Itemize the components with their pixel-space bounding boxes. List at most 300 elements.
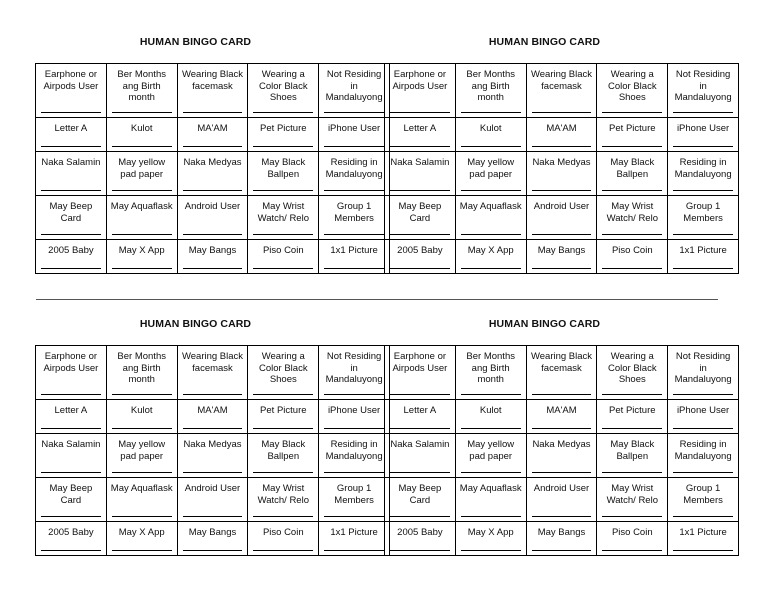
bingo-cell [668,346,739,400]
bingo-cell-label: Residing in Mandaluyong [325,157,383,180]
bingo-cell [36,400,107,434]
signature-line[interactable] [602,394,662,395]
bingo-cell-label: 1x1 Picture [330,245,378,256]
bingo-cell [319,64,390,118]
bingo-row [385,240,739,274]
bingo-cell-label: May Wrist Watch/ Relo [257,201,309,224]
bingo-cell-label: Wearing a Color Black Shoes [608,351,657,385]
signature-line[interactable] [602,190,662,191]
signature-line[interactable] [41,550,101,551]
bingo-cell-label: Letter A [403,405,437,416]
bingo-row [36,64,390,118]
signature-line[interactable] [41,234,101,235]
signature-line[interactable] [183,190,243,191]
bingo-cell [668,434,739,478]
signature-line[interactable] [532,394,592,395]
bingo-cell [668,478,739,522]
signature-line[interactable] [532,516,592,517]
bingo-row [385,522,739,556]
bingo-cell [455,152,526,196]
bingo-cell-label: May Wrist Watch/ Relo [606,483,658,506]
bingo-cell [36,478,107,522]
bingo-cell-label: Pet Picture [260,405,307,416]
bingo-cell [385,400,456,434]
signature-line[interactable] [602,268,662,269]
bingo-row [385,478,739,522]
signature-line[interactable] [673,146,733,147]
bingo-cell [177,522,248,556]
signature-line[interactable] [253,268,313,269]
bingo-row [36,240,390,274]
bingo-cell-label: 1x1 Picture [330,527,378,538]
signature-line[interactable] [112,428,172,429]
bingo-cell [526,196,597,240]
signature-line[interactable] [183,112,243,113]
bingo-row [36,522,390,556]
bingo-cell-label: Not Residing in Mandaluyong [325,69,383,103]
bingo-cell-label: Wearing Black facemask [181,351,244,374]
signature-line[interactable] [390,268,450,269]
signature-line[interactable] [390,516,450,517]
signature-line[interactable] [41,112,101,113]
signature-line[interactable] [253,550,313,551]
bingo-cell-label: iPhone User [327,123,381,134]
bingo-cell [106,64,177,118]
bingo-cell-label: 1x1 Picture [679,527,727,538]
bingo-cell-label: Wearing Black facemask [530,69,593,92]
bingo-cell-label: iPhone User [676,405,730,416]
bingo-cell [526,64,597,118]
signature-line[interactable] [673,112,733,113]
signature-line[interactable] [183,550,243,551]
bingo-cell-label: Naka Salamin [41,157,101,168]
bingo-cell [526,400,597,434]
bingo-cell-label: May Wrist Watch/ Relo [257,483,309,506]
bingo-cell [319,196,390,240]
bingo-cell-label: May Black Ballpen [261,439,306,462]
bingo-cell-label: Residing in Mandaluyong [325,439,383,462]
signature-line[interactable] [390,472,450,473]
signature-line[interactable] [324,234,384,235]
signature-line[interactable] [41,394,101,395]
signature-line[interactable] [390,190,450,191]
signature-line[interactable] [390,428,450,429]
signature-line[interactable] [41,268,101,269]
signature-line[interactable] [461,112,521,113]
signature-line[interactable] [253,516,313,517]
bingo-cell [455,118,526,152]
bingo-cell-label: Kulot [479,405,502,416]
bingo-card-bottom-left [35,345,390,556]
bingo-cell-label: iPhone User [327,405,381,416]
bingo-cell-label: 2005 Baby [48,245,94,256]
bingo-cell-label: Naka Medyas [532,157,591,168]
signature-line[interactable] [324,472,384,473]
card-title: HUMAN BINGO CARD [488,318,601,330]
bingo-cell [597,240,668,274]
bingo-cell-label: Earphone or Airpods User [43,69,99,92]
card-title: HUMAN BINGO CARD [488,36,601,48]
bingo-cell-label: Ber Months ang Birth month [466,351,515,385]
bingo-cell [597,64,668,118]
bingo-cell [177,196,248,240]
bingo-cell-label: Piso Coin [611,245,653,256]
bingo-cell [455,346,526,400]
bingo-row [385,400,739,434]
bingo-cell-label: May X App [118,527,165,538]
signature-line[interactable] [112,394,172,395]
bingo-cell [668,118,739,152]
bingo-cell [319,346,390,400]
bingo-row [36,434,390,478]
signature-line[interactable] [673,190,733,191]
signature-line[interactable] [390,394,450,395]
bingo-cell [597,118,668,152]
bingo-cell [668,152,739,196]
bingo-cell-label: Wearing Black facemask [181,69,244,92]
bingo-cell [455,478,526,522]
bingo-cell [248,522,319,556]
bingo-cell [36,522,107,556]
bingo-cell [455,400,526,434]
signature-line[interactable] [112,190,172,191]
bingo-row [36,118,390,152]
bingo-cell [36,240,107,274]
bingo-cell-label: May Aquaflask [459,483,522,494]
signature-line[interactable] [253,190,313,191]
bingo-cell-label: Ber Months ang Birth month [466,69,515,103]
bingo-cell-label: Group 1 Members [334,201,374,224]
signature-line[interactable] [532,268,592,269]
bingo-cell-label: Earphone or Airpods User [392,351,448,374]
bingo-cell [106,118,177,152]
bingo-cell [319,522,390,556]
bingo-cell [597,522,668,556]
signature-line[interactable] [253,112,313,113]
signature-line[interactable] [41,146,101,147]
bingo-cell [248,64,319,118]
bingo-cell-label: May yellow pad paper [467,157,515,180]
signature-line[interactable] [602,472,662,473]
signature-line[interactable] [461,234,521,235]
signature-line[interactable] [673,550,733,551]
bingo-cell [319,240,390,274]
signature-line[interactable] [461,190,521,191]
bingo-cell [319,152,390,196]
bingo-cell [177,434,248,478]
bingo-cell-label: May Aquaflask [459,201,522,212]
bingo-cell-label: Not Residing in Mandaluyong [325,351,383,385]
bingo-cell [177,478,248,522]
signature-line[interactable] [112,146,172,147]
bingo-cell-label: May Beep Card [398,483,442,506]
bingo-cell [248,400,319,434]
bingo-cell [319,400,390,434]
bingo-cell-label: May Beep Card [398,201,442,224]
bingo-cell-label: May Bangs [537,245,586,256]
signature-line[interactable] [112,472,172,473]
signature-line[interactable] [461,472,521,473]
bingo-cell-label: Not Residing in Mandaluyong [674,351,732,385]
signature-line[interactable] [324,516,384,517]
bingo-cell [36,346,107,400]
bingo-cell-label: Wearing a Color Black Shoes [259,69,308,103]
bingo-cell-label: Wearing a Color Black Shoes [608,69,657,103]
bingo-cell-label: Pet Picture [260,123,307,134]
bingo-cell [597,400,668,434]
signature-line[interactable] [602,234,662,235]
bingo-cell-label: Group 1 Members [683,201,723,224]
bingo-cell [668,196,739,240]
bingo-cell-label: Earphone or Airpods User [43,351,99,374]
bingo-cell [36,196,107,240]
bingo-row [36,196,390,240]
bingo-cell-label: May Aquaflask [110,483,173,494]
bingo-cell [455,522,526,556]
signature-line[interactable] [532,146,592,147]
bingo-cell-label: Android User [533,483,590,494]
bingo-cell [597,434,668,478]
bingo-cell-label: 2005 Baby [48,527,94,538]
bingo-cell [385,434,456,478]
bingo-cell [319,478,390,522]
bingo-cell [385,478,456,522]
bingo-cell [106,522,177,556]
bingo-card-top-right [384,63,739,274]
bingo-cell [385,196,456,240]
bingo-cell [177,152,248,196]
bingo-cell-label: Pet Picture [609,123,656,134]
bingo-cell [526,346,597,400]
bingo-cell [177,64,248,118]
bingo-cell [319,118,390,152]
bingo-cell-label: Residing in Mandaluyong [674,439,732,462]
bingo-cell-label: iPhone User [676,123,730,134]
signature-line[interactable] [673,428,733,429]
signature-line[interactable] [324,146,384,147]
bingo-cell [177,400,248,434]
bingo-row [36,400,390,434]
bingo-cell [668,522,739,556]
bingo-cell-label: May Black Ballpen [610,157,655,180]
signature-line[interactable] [183,146,243,147]
signature-line[interactable] [324,112,384,113]
bingo-cell-label: May yellow pad paper [118,157,166,180]
bingo-cell [385,152,456,196]
signature-line[interactable] [461,268,521,269]
bingo-cell-label: Naka Salamin [390,157,450,168]
signature-line[interactable] [602,146,662,147]
bingo-cell [177,118,248,152]
bingo-cell-label: Letter A [54,123,88,134]
bingo-cell [36,64,107,118]
bingo-cell-label: Naka Salamin [41,439,101,450]
signature-line[interactable] [112,234,172,235]
signature-line[interactable] [461,516,521,517]
signature-line[interactable] [112,112,172,113]
bingo-cell [668,240,739,274]
signature-line[interactable] [602,112,662,113]
signature-line[interactable] [532,234,592,235]
signature-line[interactable] [112,268,172,269]
signature-line[interactable] [253,428,313,429]
bingo-cell [597,152,668,196]
bingo-cell [597,196,668,240]
signature-line[interactable] [183,516,243,517]
signature-line[interactable] [324,190,384,191]
bingo-cell-label: Naka Medyas [183,157,242,168]
bingo-row [36,152,390,196]
signature-line[interactable] [673,234,733,235]
bingo-cell [597,346,668,400]
bingo-cell [668,400,739,434]
signature-line[interactable] [324,550,384,551]
bingo-cell-label: Wearing Black facemask [530,351,593,374]
signature-line[interactable] [183,472,243,473]
bingo-cell [106,152,177,196]
bingo-cell-label: Ber Months ang Birth month [117,69,166,103]
bingo-cell [455,196,526,240]
signature-line[interactable] [461,146,521,147]
bingo-cell [106,196,177,240]
signature-line[interactable] [183,234,243,235]
bingo-cell-label: May Bangs [188,245,237,256]
signature-line[interactable] [41,190,101,191]
signature-line[interactable] [673,516,733,517]
bingo-cell [248,196,319,240]
bingo-row [385,152,739,196]
bingo-cell-label: 2005 Baby [397,245,443,256]
signature-line[interactable] [112,516,172,517]
bingo-cell [106,434,177,478]
bingo-cell [177,240,248,274]
bingo-cell [526,118,597,152]
signature-line[interactable] [532,112,592,113]
signature-line[interactable] [183,428,243,429]
bingo-card-top-left [35,63,390,274]
bingo-cell-label: May Beep Card [49,483,93,506]
bingo-cell-label: May yellow pad paper [467,439,515,462]
bingo-cell [385,118,456,152]
signature-line[interactable] [41,472,101,473]
signature-line[interactable] [602,428,662,429]
bingo-cell-label: Group 1 Members [683,483,723,506]
signature-line[interactable] [532,550,592,551]
bingo-cell-label: Earphone or Airpods User [392,69,448,92]
bingo-cell-label: MA'AM [197,405,228,416]
bingo-row [385,196,739,240]
bingo-cell [526,152,597,196]
signature-line[interactable] [532,190,592,191]
bingo-cell [526,522,597,556]
signature-line[interactable] [253,146,313,147]
bingo-cell-label: Letter A [54,405,88,416]
bingo-cell-label: Naka Medyas [183,439,242,450]
signature-line[interactable] [532,472,592,473]
bingo-cell [668,64,739,118]
bingo-row [385,434,739,478]
card-title: HUMAN BINGO CARD [139,36,252,48]
bingo-cell-label: Ber Months ang Birth month [117,351,166,385]
bingo-cell [385,240,456,274]
bingo-cell-label: MA'AM [546,123,577,134]
bingo-cell-label: May yellow pad paper [118,439,166,462]
signature-line[interactable] [390,146,450,147]
bingo-cell-label: Naka Salamin [390,439,450,450]
signature-line[interactable] [253,234,313,235]
bingo-cell-label: Wearing a Color Black Shoes [259,351,308,385]
signature-line[interactable] [41,516,101,517]
bingo-cell-label: 1x1 Picture [679,245,727,256]
bingo-cell [526,434,597,478]
signature-line[interactable] [602,516,662,517]
bingo-cell [248,434,319,478]
signature-line[interactable] [390,112,450,113]
signature-line[interactable] [253,472,313,473]
bingo-cell-label: Piso Coin [262,245,304,256]
signature-line[interactable] [673,268,733,269]
signature-line[interactable] [183,268,243,269]
bingo-cell [248,240,319,274]
signature-line[interactable] [532,428,592,429]
bingo-cell-label: Android User [184,483,241,494]
bingo-cell-label: May X App [467,527,514,538]
bingo-cell [385,64,456,118]
signature-line[interactable] [390,550,450,551]
signature-line[interactable] [461,394,521,395]
bingo-cell [248,478,319,522]
bingo-cell-label: Piso Coin [262,527,304,538]
bingo-cell-label: May X App [467,245,514,256]
bingo-cell [455,64,526,118]
signature-line[interactable] [602,550,662,551]
bingo-cell [177,346,248,400]
signature-line[interactable] [461,550,521,551]
bingo-cell-label: Android User [533,201,590,212]
signature-line[interactable] [324,268,384,269]
bingo-cell-label: May Aquaflask [110,201,173,212]
bingo-cell-label: May Wrist Watch/ Relo [606,201,658,224]
bingo-cell-label: Kulot [130,405,153,416]
bingo-cell [526,478,597,522]
signature-line[interactable] [112,550,172,551]
bingo-cell-label: Pet Picture [609,405,656,416]
bingo-cell-label: Not Residing in Mandaluyong [674,69,732,103]
bingo-cell-label: Group 1 Members [334,483,374,506]
bingo-row [385,118,739,152]
bingo-cell-label: Letter A [403,123,437,134]
signature-line[interactable] [390,234,450,235]
signature-line[interactable] [324,428,384,429]
bingo-cell [597,478,668,522]
signature-line[interactable] [673,394,733,395]
bingo-cell [36,152,107,196]
signature-line[interactable] [461,428,521,429]
bingo-cell-label: May Bangs [188,527,237,538]
signature-line[interactable] [183,394,243,395]
signature-line[interactable] [324,394,384,395]
bingo-cell-label: Kulot [130,123,153,134]
bingo-cell [36,118,107,152]
bingo-cell-label: May Bangs [537,527,586,538]
bingo-row [385,64,739,118]
cut-divider-line [36,299,718,300]
bingo-cell [319,434,390,478]
signature-line[interactable] [41,428,101,429]
signature-line[interactable] [253,394,313,395]
bingo-cell-label: Residing in Mandaluyong [674,157,732,180]
signature-line[interactable] [673,472,733,473]
